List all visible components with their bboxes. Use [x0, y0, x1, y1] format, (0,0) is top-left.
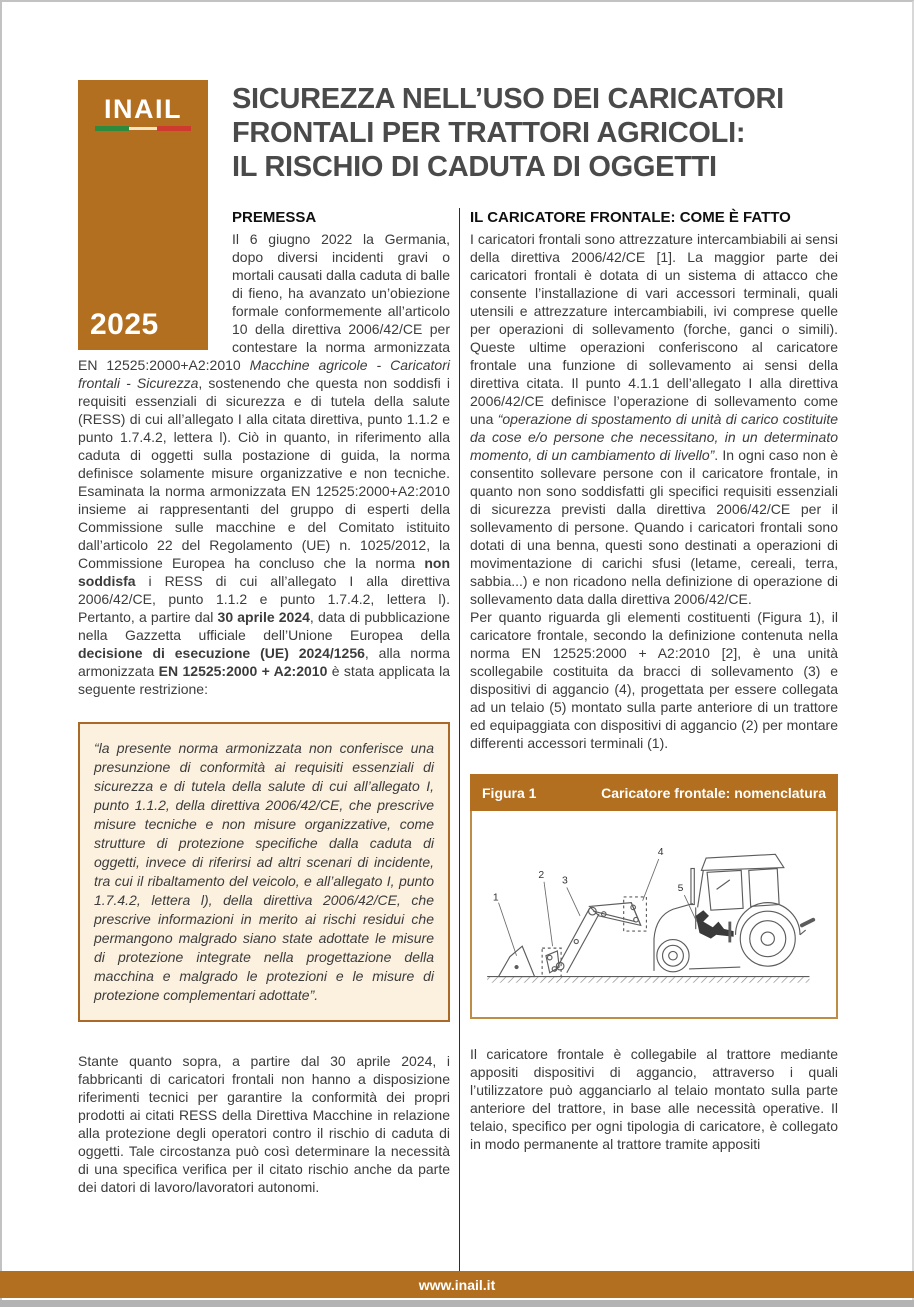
attachment-paragraph: Il caricatore frontale è collegabile al trattore mediante appositi dispositivi di aggancio, attraverso i quali l’utilizzatore può agganciarlo al telaio montato sulla parte anteriore del trattore, in base alle necessità operative. Il telaio, specifico per ogni tipologia di caricatore, è collegato in modo permanente al trattore tramite appositi	[470, 1046, 838, 1152]
text-run-italic: “operazione di spostamento di unità di carico costituite da cose e/o persone che necessitano, in un determinato momento, di un cambiamento di livello”	[470, 411, 839, 463]
footer-bar	[0, 1271, 914, 1298]
text-run: Il 6 giugno 2022 la Germania, dopo diversi incidenti gravi o mortali causati dalla caduta di balle di fieno, ha avanzato un’obiezione formale conformemente all’articolo 10 della direttiva 2006/42/CE per contestare la norma armonizzata EN 12525:2000+A2:2010	[78, 231, 450, 373]
conclusion-paragraph: Stante quanto sopra, a partire dal 30 aprile 2024, i fabbricanti di caricatori frontali non hanno a disposizione riferimenti tecnici per garantire la conformità dei propri prodotti ai citati RESS della Direttiva Macchine in relazione alla protezione degli operatori contro il rischio di caduta di oggetti. Tale circostanza può così determinare la necessità di una specifica verifica per il citato rischio anche da parte dei datori di lavoro/lavoratori autonomi.	[78, 1053, 450, 1195]
figure-part-label-5: 5	[677, 883, 684, 895]
left-column	[78, 208, 450, 1196]
footer-url[interactable]: www.inail.it	[418, 1276, 496, 1293]
page-title-line-2: FRONTALI PER TRATTORI AGRICOLI:	[232, 117, 746, 149]
restriction-quote-text: “la presente norma armonizzata non conferisce una presunzione di conformità ai requisiti essenziali di sicurezza e di tutela della salute di cui all’allegato I, punto 1.1.2, della direttiva 2006/42/CE, che prescrive misure tecniche e non misure organizzative, come strutture di protezione specifiche dalla caduta di oggetti, invece di riferirsi ad altri scenari di incidente, tra cui il ribaltamento del veicolo, e all’allegato I, punto 1.7.4.2, lettera l), della direttiva 2006/42/CE, che prescrive informazioni in merito ai rischi residui che permangono malgrado siano state adottate le misure di protezione integrate nella progettazione della macchina e malgrado le protezioni e le misure di protezione complementari adottate”.	[94, 740, 434, 1003]
figure1	[470, 774, 838, 1019]
text-run: I caricatori frontali sono attrezzature intercambiabili ai sensi della direttiva 2006/42/CE [1]. La maggior parte dei caricatori frontali è dotata di un sistema di attacco che consente l’installazione di vari accessori terminali, quali utensili e attrezzature intercambiabili, ivi comprese quelle per operazioni di sollevamento (forche, ganci o simili). Queste ultime operazioni conferiscono al caricatore frontale una funzione di sollevamento ai sensi della direttiva citata. Il punto 4.1.1 dell’allegato I alla direttiva 2006/42/CE definisce l’operazione di sollevamento come una	[470, 231, 838, 427]
figure-part-label-2: 2	[538, 869, 545, 881]
inail-logo-text: INAIL	[104, 94, 182, 124]
text-run: i RESS di cui all’allegato I alla direttiva 2006/42/CE, punto 1.1.2 e punto 1.7.4.2, lettera l). Pertanto, a partire dal	[78, 573, 450, 625]
page-title	[232, 82, 872, 184]
text-run-bold: decisione di esecuzione (UE) 2024/1256	[78, 645, 365, 661]
year-badge: 2025	[90, 308, 159, 341]
flag-green-segment	[95, 126, 129, 131]
figure-part-label-1: 1	[492, 892, 499, 904]
flag-red-segment	[157, 126, 191, 131]
brand-box-spacer	[78, 208, 232, 356]
components-paragraph: Per quanto riguarda gli elementi costituenti (Figura 1), il caricatore frontale, secondo la definizione contenuta nella norma EN 12525:2000 + A2:2010 [2], è una unità scollegabile costituita da bracci di sollevamento (3) e dispositivi di aggancio (4), progettata per essere collegata ad un telaio (5) montato sulla parte anteriore di un trattore ed equipaggiata con dispositivi di aggancio (2) per montare differenti accessori terminali (1).	[470, 609, 838, 751]
figure-part-label-3: 3	[562, 875, 568, 887]
text-run: è stata applicata la seguente restrizione:	[78, 663, 451, 697]
figure1-image-frame	[470, 811, 838, 1019]
text-run-bold: 30 aprile 2024	[217, 609, 310, 625]
text-run: , sostenendo che questa non soddisfi i requisiti essenziali di sicurezza e di tutela della salute (RESS) di cui all’allegato I alla citata direttiva, punto 1.1.2 e punto 1.7.4.2, lettera l). Ciò in quanto, in riferimento alla caduta di oggetti sulla postazione di guida, la norma definisce solamente misure organizzative e non tecniche. Esaminata la norma armonizzata EN 12525:2000+A2:2010 insieme ai rappresentanti del gruppo di esperti della Commissione sulle macchine e del Comitato istituito dall’articolo 22 del Regolamento (UE) n. 1025/2012, la Commissione Europea ha concluso che la norma	[78, 375, 450, 571]
page-title-line-3: IL RISCHIO DI CADUTA DI OGGETTI	[232, 151, 717, 183]
italian-flag-stripe	[95, 126, 191, 131]
restriction-quote-box	[78, 722, 450, 1022]
text-run: , data di pubblicazione nella Gazzetta ufficiale dell’Unione Europea della	[78, 609, 450, 643]
right-column	[470, 208, 838, 1153]
flag-white-segment	[129, 127, 157, 130]
figure-part-label-4: 4	[657, 847, 664, 859]
text-run-italic: Macchine agricole - Caricatori frontali - Sicurezza	[78, 357, 450, 391]
text-run: , alla norma armonizzata	[78, 645, 450, 679]
text-run: . In ogni caso non è consentito sollevare persone con il caricatore frontale, in quanto non sono soddisfatti gli specifici requisiti essenziali di sicurezza previsti dalla direttiva 2006/42/CE per il sollevamento di persone. Quando i caricatori frontali sono dotati di una benna, questi sono destinati a operazioni di movimentazione di carichi sfusi (letame, cereali, terra, sabbia...) e non ricadono nella definizione di operazione di sollevamento data dalla direttiva 2006/42/CE.	[470, 447, 839, 607]
figure1-caption: Caricatore frontale: nomenclatura	[601, 784, 826, 801]
figure1-tractor-drawing	[472, 811, 836, 1017]
column-divider	[459, 208, 460, 1274]
figure1-label: Figura 1	[482, 784, 537, 801]
caricatore-heading: IL CARICATORE FRONTALE: COME È FATTO	[470, 209, 791, 226]
text-run-bold: non soddisfa	[78, 555, 450, 589]
text-run-bold: EN 12525:2000 + A2:2010	[158, 663, 328, 679]
inail-logo	[93, 96, 193, 131]
figure1-header	[470, 774, 838, 811]
premessa-heading: PREMESSA	[232, 209, 317, 226]
loader-description-paragraph	[470, 230, 838, 608]
page-title-line-1: SICUREZZA NELL’USO DEI CARICATORI	[232, 83, 784, 115]
